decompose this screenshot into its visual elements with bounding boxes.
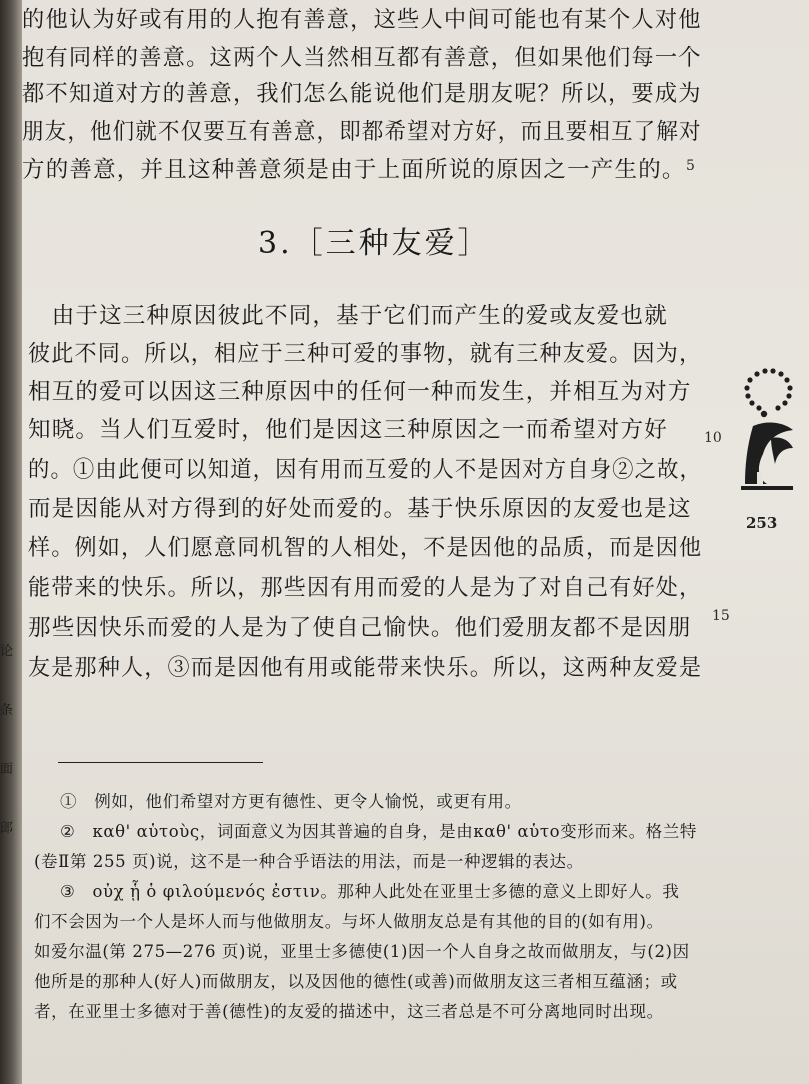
gutter-char: 面 bbox=[0, 762, 14, 777]
section-heading: 3.［三种友爱］ bbox=[258, 226, 491, 261]
body-line: 抱有同样的善意。这两个人当然相互都有善意，但如果他们每一个 bbox=[22, 45, 702, 71]
book-gutter bbox=[0, 0, 22, 1084]
gutter-char: 条 bbox=[0, 703, 14, 718]
gutter-char: 郎 bbox=[0, 821, 14, 836]
footnote-rule bbox=[58, 762, 263, 763]
footnote-line: 者，在亚里士多德对于善(德性)的友爱的描述中，这三者总是不可分离地同时出现。 bbox=[34, 1002, 664, 1021]
body-line: 而是因能从对方得到的好处而爱的。基于快乐原因的友爱也是这 bbox=[28, 496, 692, 522]
body-line: 友是那种人，③而是因他有用或能带来快乐。所以，这两种友爱是 bbox=[28, 655, 703, 681]
footnote-line: ① 例如，他们希望对方更有德性、更令人愉悦，或更有用。 bbox=[60, 792, 522, 811]
marginal-emblem-icon bbox=[727, 362, 807, 512]
line-number-10: 10 bbox=[704, 430, 722, 446]
body-line: 的他认为好或有用的人抱有善意，这些人中间可能也有某个人对他 bbox=[22, 7, 702, 33]
book-page bbox=[22, 0, 809, 1084]
body-line: 的。①由此便可以知道，因有用而互爱的人不是因对方自身②之故， bbox=[28, 457, 703, 483]
body-line: 相互的爱可以因这三种原因中的任何一种而发生，并相互为对方 bbox=[28, 379, 692, 405]
body-line: 样。例如，人们愿意同机智的人相处，不是因他的品质，而是因他 bbox=[28, 535, 703, 561]
body-line: 由于这三种原因彼此不同，基于它们而产生的爱或友爱也就 bbox=[28, 303, 668, 329]
line-number-15: 15 bbox=[712, 608, 730, 624]
body-line: 知晓。当人们互爱时，他们是因这三种原因之一而希望对方好 bbox=[28, 417, 668, 443]
footnote-line: ③ οὐχ ᾗ ὁ φιλούμενός ἐστιν。那种人此处在亚里士多德的意义上即好人。我 bbox=[60, 882, 680, 901]
footnote-line: (卷Ⅱ第 255 页)说，这不是一种合乎语法的用法，而是一种逻辑的表达。 bbox=[34, 852, 584, 871]
page-number: 253 bbox=[746, 514, 778, 532]
body-line: 朋友，他们就不仅要互有善意，即都希望对方好，而且要相互了解对 bbox=[22, 119, 702, 145]
body-line: 能带来的快乐。所以，那些因有用而爱的人是为了对自己有好处， bbox=[28, 575, 703, 601]
body-line: 彼此不同。所以，相应于三种可爱的事物，就有三种友爱。因为， bbox=[28, 341, 703, 367]
footnote-line: 他所是的那种人(好人)而做朋友，以及因他的德性(或善)而做朋友这三者相互蕴涵；或 bbox=[34, 972, 678, 991]
body-line: 那些因快乐而爱的人是为了使自己愉快。他们爱朋友都不是因朋 bbox=[28, 615, 692, 641]
body-line: 方的善意，并且这种善意须是由于上面所说的原因之一产生的。 bbox=[22, 157, 686, 183]
gutter-text bbox=[0, 640, 16, 836]
line-number-5: 5 bbox=[686, 158, 695, 174]
footnote-line: ② καθ' αὑτοὺς，词面意义为因其普遍的自身，是由καθ' αὑτο变形而来。格兰特 bbox=[60, 822, 697, 841]
footnote-line: 如爱尔温(第 275—276 页)说，亚里士多德使(1)因一个人自身之故而做朋友，与(2)因 bbox=[34, 942, 690, 961]
body-line: 都不知道对方的善意，我们怎么能说他们是朋友呢？所以，要成为 bbox=[22, 81, 702, 107]
footnote-line: 们不会因为一个人是坏人而与他做朋友。与坏人做朋友总是有其他的目的(如有用)。 bbox=[34, 912, 664, 931]
gutter-char: 论 bbox=[0, 644, 14, 659]
